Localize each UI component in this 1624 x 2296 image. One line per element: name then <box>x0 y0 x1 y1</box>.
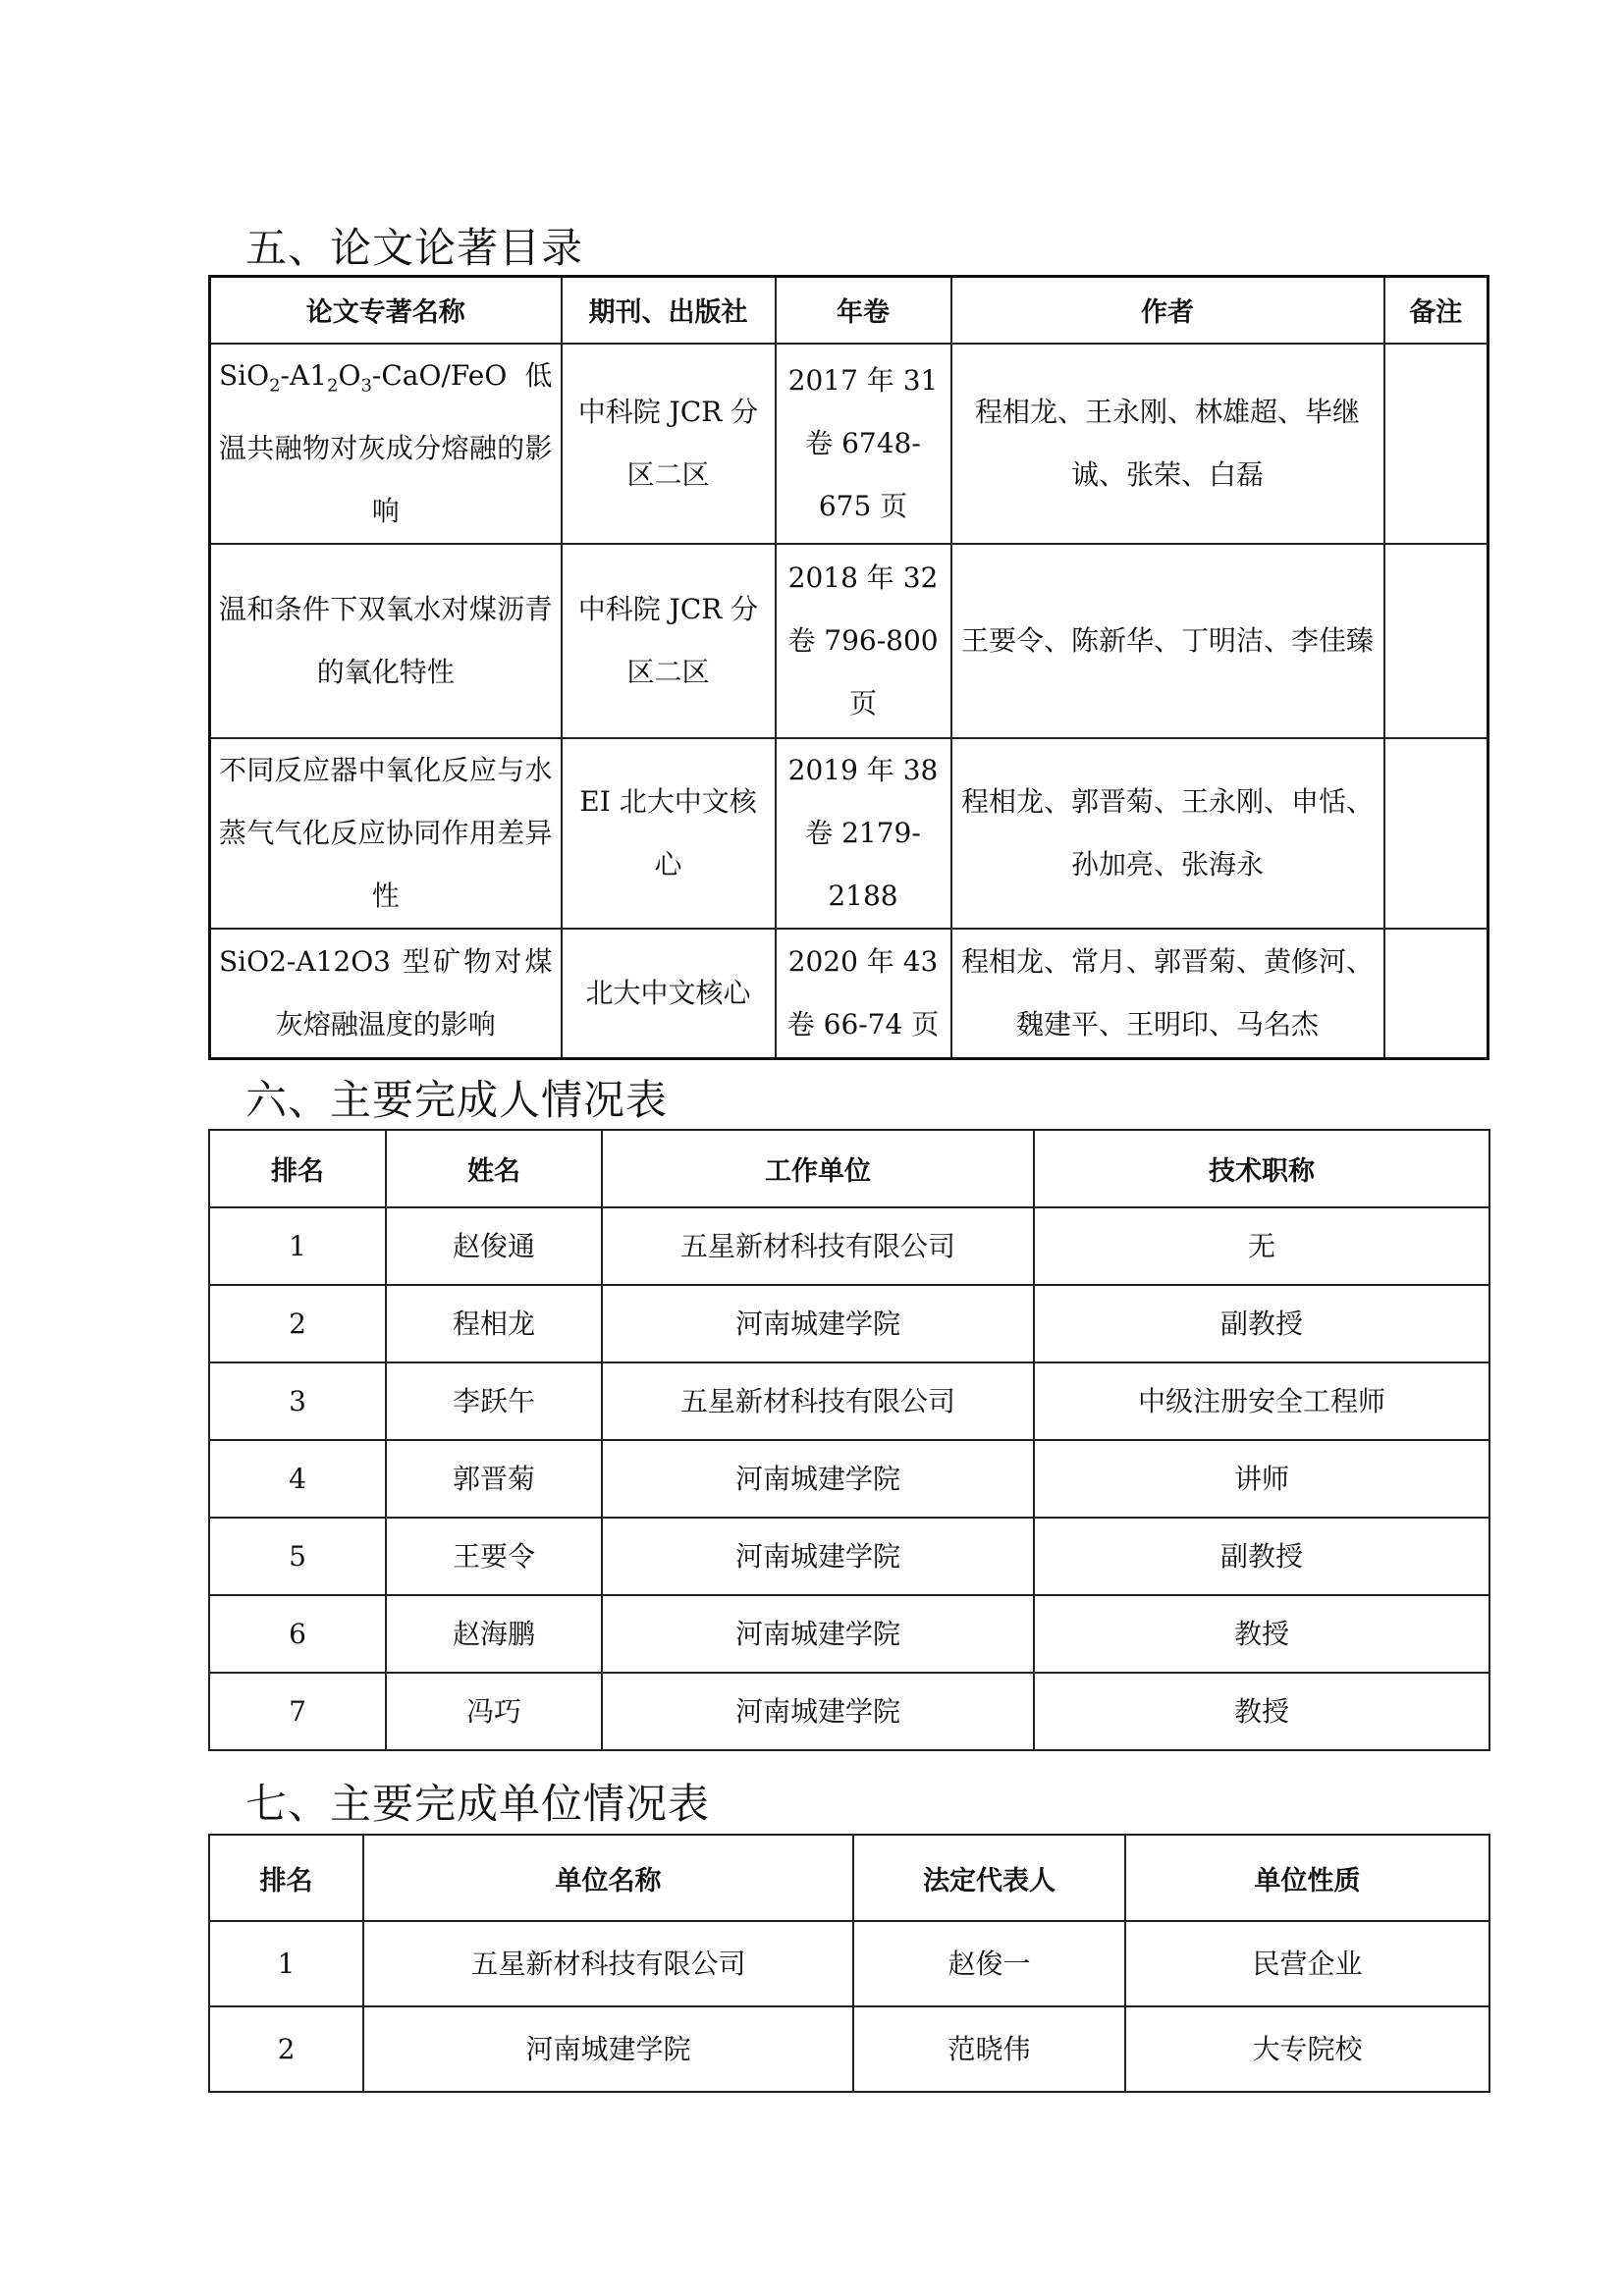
table-cell: 河南城建学院 <box>363 2006 853 2092</box>
table-cell: 6 <box>209 1595 386 1673</box>
table-cell: 李跃午 <box>386 1362 602 1440</box>
section-heading-papers: 五、论文论著目录 <box>245 224 584 272</box>
units-table <box>208 1834 1490 2093</box>
header-journal: 期刊、出版社 <box>562 277 776 344</box>
table-row <box>209 1595 1489 1673</box>
column-header: 工作单位 <box>602 1130 1034 1207</box>
table-cell: 5 <box>209 1518 386 1595</box>
column-header: 姓名 <box>386 1130 602 1207</box>
table-header-row <box>209 1130 1489 1207</box>
table-cell: 程相龙 <box>386 1285 602 1362</box>
table-cell: 范晓伟 <box>853 2006 1125 2092</box>
table-cell: 1 <box>209 1921 363 2006</box>
paper-note <box>1384 544 1489 738</box>
paper-note <box>1384 738 1489 929</box>
papers-table <box>208 275 1489 1060</box>
table-cell: 河南城建学院 <box>602 1285 1034 1362</box>
table-cell: 1 <box>209 1207 386 1285</box>
paper-authors: 王要令、陈新华、丁明洁、李佳臻 <box>951 544 1384 738</box>
table-cell: 王要令 <box>386 1518 602 1595</box>
paper-authors: 程相龙、常月、郭晋菊、黄修河、魏建平、王明印、马名杰 <box>951 929 1384 1058</box>
paper-title: $SiO_2-A1_2O_3-CaO$/FeO 低温共融物对灰成分熔融的影响 <box>210 344 562 545</box>
table-cell: 副教授 <box>1034 1518 1489 1595</box>
table-cell: 3 <box>209 1362 386 1440</box>
table-cell: 河南城建学院 <box>602 1595 1034 1673</box>
table-header-row <box>209 1835 1489 1921</box>
papers-header-row <box>210 277 1489 344</box>
header-volume: 年卷 <box>776 277 951 344</box>
paper-volume: 2019 年 38 卷 2179-2188 <box>776 738 951 929</box>
table-row <box>209 1285 1489 1362</box>
table-cell: 4 <box>209 1440 386 1518</box>
table-cell: 中级注册安全工程师 <box>1034 1362 1489 1440</box>
table-cell: 五星新材科技有限公司 <box>602 1207 1034 1285</box>
column-header: 单位名称 <box>363 1835 853 1921</box>
paper-note <box>1384 929 1489 1058</box>
table-cell: 五星新材科技有限公司 <box>363 1921 853 2006</box>
table-row <box>210 738 1489 929</box>
paper-journal: EI 北大中文核心 <box>562 738 776 929</box>
paper-title: SiO2-A12O3 型矿物对煤灰熔融温度的影响 <box>210 929 562 1058</box>
table-cell: 河南城建学院 <box>602 1518 1034 1595</box>
column-header: 技术职称 <box>1034 1130 1489 1207</box>
paper-journal: 中科院 JCR 分区二区 <box>562 544 776 738</box>
table-cell: 无 <box>1034 1207 1489 1285</box>
table-row <box>209 1673 1489 1750</box>
table-cell: 赵海鹏 <box>386 1595 602 1673</box>
table-cell: 赵俊一 <box>853 1921 1125 2006</box>
table-row <box>209 1362 1489 1440</box>
table-cell: 教授 <box>1034 1673 1489 1750</box>
table-cell: 副教授 <box>1034 1285 1489 1362</box>
table-row <box>209 1518 1489 1595</box>
table-cell: 冯巧 <box>386 1673 602 1750</box>
contributors-table-body <box>209 1130 1489 1750</box>
column-header: 单位性质 <box>1125 1835 1489 1921</box>
table-cell: 民营企业 <box>1125 1921 1489 2006</box>
table-cell: 河南城建学院 <box>602 1440 1034 1518</box>
table-cell: 2 <box>209 2006 363 2092</box>
paper-journal: 北大中文核心 <box>562 929 776 1058</box>
column-header: 法定代表人 <box>853 1835 1125 1921</box>
paper-journal: 中科院 JCR 分区二区 <box>562 344 776 545</box>
table-row <box>209 1207 1489 1285</box>
paper-volume: 2017 年 31 卷 6748-675 页 <box>776 344 951 545</box>
table-row <box>209 2006 1489 2092</box>
column-header: 排名 <box>209 1130 386 1207</box>
table-cell: 大专院校 <box>1125 2006 1489 2092</box>
table-row <box>210 544 1489 738</box>
paper-volume: 2020 年 43 卷 66-74 页 <box>776 929 951 1058</box>
header-authors: 作者 <box>951 277 1384 344</box>
header-note: 备注 <box>1384 277 1489 344</box>
column-header: 排名 <box>209 1835 363 1921</box>
table-cell: 赵俊通 <box>386 1207 602 1285</box>
table-cell: 河南城建学院 <box>602 1673 1034 1750</box>
table-cell: 教授 <box>1034 1595 1489 1673</box>
paper-volume: 2018 年 32 卷 796-800 页 <box>776 544 951 738</box>
table-cell: 2 <box>209 1285 386 1362</box>
table-cell: 7 <box>209 1673 386 1750</box>
table-cell: 讲师 <box>1034 1440 1489 1518</box>
paper-authors: 程相龙、王永刚、林雄超、毕继诚、张荣、白磊 <box>951 344 1384 545</box>
units-table-body <box>209 1835 1489 2092</box>
paper-authors: 程相龙、郭晋菊、王永刚、申恬、孙加亮、张海永 <box>951 738 1384 929</box>
header-title: 论文专著名称 <box>210 277 562 344</box>
table-row <box>209 1921 1489 2006</box>
paper-title: 温和条件下双氧水对煤沥青的氧化特性 <box>210 544 562 738</box>
paper-title: 不同反应器中氧化反应与水蒸气气化反应协同作用差异性 <box>210 738 562 929</box>
table-row <box>209 1440 1489 1518</box>
paper-note <box>1384 344 1489 545</box>
table-row <box>210 344 1489 545</box>
section-heading-contributors: 六、主要完成人情况表 <box>245 1076 669 1124</box>
section-heading-units: 七、主要完成单位情况表 <box>245 1780 711 1828</box>
contributors-table <box>208 1129 1490 1751</box>
table-cell: 五星新材科技有限公司 <box>602 1362 1034 1440</box>
table-cell: 郭晋菊 <box>386 1440 602 1518</box>
table-row <box>210 929 1489 1058</box>
